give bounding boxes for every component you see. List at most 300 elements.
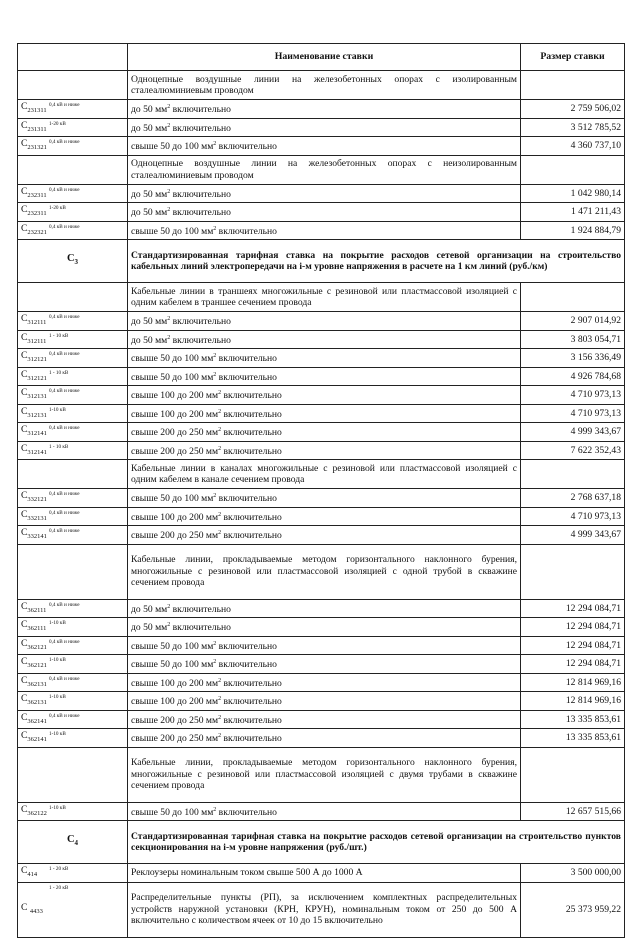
squared-mark: 2: [218, 677, 222, 684]
category-description: Одноцепные воздушные линии на железобетонных опорах с неизолированным сталеалюминиевым проводом: [128, 155, 521, 184]
rate-description: Реклоузеры номинальным током свыше 500 А до 1000 А: [128, 864, 521, 883]
rate-code: [18, 673, 128, 692]
range-suffix: включительно: [170, 603, 231, 615]
table-row: [18, 283, 625, 312]
range-suffix: включительно: [221, 733, 282, 744]
rate-code: [18, 655, 128, 674]
empty-code-cell: [18, 460, 128, 489]
section-range: свыше 200 до 250 мм: [131, 530, 219, 541]
rate-code: [18, 203, 128, 222]
rate-code: [18, 118, 128, 137]
table-row: [18, 155, 625, 184]
range-suffix: включительно: [170, 104, 231, 115]
rate-description: [128, 692, 521, 711]
rate-code: [18, 729, 128, 748]
rate-description: [128, 489, 521, 508]
squared-mark: 2: [167, 622, 171, 628]
rate-value: 12 294 084,71: [521, 618, 625, 637]
voltage-level: 1-10 кВ: [49, 804, 66, 811]
squared-mark: 2: [218, 427, 222, 433]
rate-value: 2 768 637,18: [521, 489, 625, 508]
section-range: до 50 мм: [131, 334, 168, 346]
rate-code-letter: C: [21, 619, 28, 630]
table-row: [18, 404, 625, 423]
voltage-level: 1 - 20 кВ: [49, 866, 69, 872]
rate-code: [18, 489, 128, 508]
table-row: [18, 118, 625, 137]
rate-code: [18, 618, 128, 637]
empty-value-cell: [521, 71, 625, 100]
table-row: [18, 460, 625, 489]
rate-code-index: 362141: [27, 736, 47, 743]
rate-code-letter: C: [21, 901, 30, 913]
squared-mark: 2: [213, 659, 217, 665]
rate-value: 4 710 973,13: [521, 386, 625, 405]
rate-description: [128, 203, 521, 222]
table-row: [18, 882, 625, 937]
table-row: [18, 821, 625, 864]
table-row: [18, 747, 625, 802]
rate-description: [128, 655, 521, 674]
rate-code-index: 231311: [27, 125, 47, 133]
table-row: [18, 636, 625, 655]
rate-code: [18, 137, 128, 156]
rate-code-index: 332141: [27, 533, 47, 540]
rate-value: 2 759 506,02: [521, 100, 625, 119]
voltage-level: 1 - 20 кВ: [49, 884, 69, 891]
section-range: свыше 100 до 200 мм: [131, 408, 219, 420]
rate-code-letter: C: [21, 637, 28, 649]
rate-code-index: 312121: [27, 374, 47, 382]
rate-code-letter: C: [21, 600, 28, 612]
squared-mark: 2: [213, 141, 217, 147]
section-range: до 50 мм: [131, 207, 168, 218]
range-suffix: включительно: [170, 207, 231, 218]
rate-description: [128, 386, 521, 405]
rate-code-letter: C: [21, 527, 28, 538]
rate-code: [18, 367, 128, 386]
voltage-level: 0,4 кВ и ниже: [49, 314, 80, 320]
squared-mark: 2: [213, 640, 217, 647]
table-row: [18, 423, 625, 442]
rate-code: [18, 526, 128, 545]
voltage-level: 1 - 10 кВ: [49, 443, 69, 450]
table-row: [18, 802, 625, 821]
rate-code-index: 4433: [29, 907, 43, 915]
empty-value-cell: [521, 544, 625, 599]
squared-mark: 2: [167, 207, 171, 213]
voltage-level: 1-10 кВ: [49, 694, 66, 700]
range-suffix: включительно: [170, 122, 231, 134]
rate-value: 1 471 211,43: [521, 203, 625, 222]
rate-code-letter: C: [21, 387, 28, 398]
table-row: [18, 184, 625, 203]
range-suffix: включительно: [216, 225, 277, 237]
table-row: [18, 137, 625, 156]
rate-code-letter: C: [21, 674, 28, 686]
rate-description: [128, 137, 521, 156]
voltage-level: 0,4 кВ и ниже: [49, 528, 80, 534]
table-row: [18, 526, 625, 545]
table-row: [18, 655, 625, 674]
table-row: [18, 386, 625, 405]
squared-mark: 2: [167, 603, 171, 610]
table-body: [18, 71, 625, 938]
rate-code: [18, 636, 128, 655]
rate-code: [18, 882, 128, 937]
range-suffix: включительно: [170, 188, 231, 200]
rate-description: [128, 367, 521, 386]
rate-code: [18, 330, 128, 349]
section-range: до 50 мм: [131, 122, 168, 134]
rate-code: [18, 441, 128, 460]
squared-mark: 2: [167, 334, 171, 341]
voltage-level: 1-10 кВ: [49, 731, 66, 737]
rate-code: [18, 599, 128, 618]
rate-code-index: 232311: [27, 210, 47, 217]
voltage-level: 0,4 кВ и ниже: [49, 509, 80, 516]
squared-mark: 2: [213, 225, 217, 232]
rate-value: 3 156 336,49: [521, 349, 625, 368]
rate-value: 12 814 969,16: [521, 692, 625, 711]
voltage-level: 0,4 кВ и ниже: [49, 601, 80, 608]
rate-code-letter: C: [21, 508, 28, 520]
section-range: свыше 50 до 100 мм: [131, 141, 214, 152]
section-range: свыше 200 до 250 мм: [131, 714, 219, 726]
section-range: до 50 мм: [131, 188, 168, 200]
rate-code-letter: C: [21, 204, 28, 215]
squared-mark: 2: [218, 445, 222, 452]
range-suffix: включительно: [221, 427, 282, 438]
range-suffix: включительно: [216, 371, 277, 383]
rate-code-index: 312141: [27, 448, 47, 456]
voltage-level: 0,4 кВ и ниже: [49, 638, 80, 645]
rate-value: 4 710 973,13: [521, 404, 625, 423]
rate-code: [18, 184, 128, 203]
rate-code: [18, 100, 128, 119]
rate-value: 12 814 969,16: [521, 673, 625, 692]
table-row: [18, 312, 625, 331]
section-title: Стандартизированная тарифная ставка на покрытие расходов сетевой организации на строительство пунктов секционирования на i-м уровне напряжения (руб./шт.): [128, 821, 625, 864]
squared-mark: 2: [218, 714, 222, 721]
category-description: Одноцепные воздушные линии на железобетонных опорах с изолированным сталеалюминиевым проводом: [128, 71, 521, 100]
section-range: свыше 50 до 100 мм: [131, 225, 214, 237]
voltage-level: 1-20 кВ: [49, 205, 66, 211]
empty-code-cell: [18, 71, 128, 100]
section-range: до 50 мм: [131, 622, 168, 633]
table-row: [18, 349, 625, 368]
squared-mark: 2: [213, 493, 217, 499]
range-suffix: включительно: [221, 511, 282, 523]
section-range: до 50 мм: [131, 104, 168, 115]
table-row: [18, 441, 625, 460]
range-suffix: включительно: [170, 622, 231, 633]
table-row: [18, 599, 625, 618]
squared-mark: 2: [213, 371, 217, 378]
range-suffix: включительно: [221, 696, 282, 707]
voltage-level: 0,4 кВ и ниже: [49, 186, 80, 193]
section-code: [18, 240, 128, 283]
rate-value: 3 803 054,71: [521, 330, 625, 349]
voltage-level: 1 - 10 кВ: [49, 369, 69, 376]
range-suffix: включительно: [170, 316, 231, 327]
table-row: [18, 864, 625, 883]
section-range: свыше 50 до 100 мм: [131, 806, 214, 818]
squared-mark: 2: [218, 696, 222, 702]
rate-description: [128, 184, 521, 203]
voltage-level: 0,4 кВ и ниже: [49, 491, 80, 497]
squared-mark: 2: [218, 733, 222, 739]
rate-description: [128, 118, 521, 137]
rate-value: 12 294 084,71: [521, 655, 625, 674]
voltage-level: 1-10 кВ: [49, 620, 66, 626]
rate-value: 4 926 784,68: [521, 367, 625, 386]
rate-code: [18, 864, 128, 883]
section-range: свыше 50 до 100 мм: [131, 353, 214, 364]
voltage-level: 0,4 кВ и ниже: [49, 102, 80, 108]
empty-code-cell: [18, 747, 128, 802]
rate-value: 12 657 515,66: [521, 802, 625, 821]
rate-code-letter: C: [21, 656, 28, 667]
rate-description: [128, 100, 521, 119]
section-range: свыше 50 до 100 мм: [131, 640, 214, 652]
voltage-level: 1-10 кВ: [49, 657, 66, 663]
section-range: свыше 100 до 200 мм: [131, 390, 219, 401]
section-code: [18, 821, 128, 864]
voltage-level: 0,4 кВ и ниже: [49, 223, 80, 230]
rate-code-index: 231321: [27, 144, 47, 151]
rate-code-letter: C: [21, 101, 28, 112]
rate-value: 4 999 343,67: [521, 526, 625, 545]
rate-value: 13 335 853,61: [521, 710, 625, 729]
section-range: свыше 200 до 250 мм: [131, 733, 219, 744]
rate-code-index: 362111: [27, 625, 47, 632]
table-row: [18, 710, 625, 729]
rate-code-index: 362111: [27, 606, 47, 614]
rate-code: [18, 692, 128, 711]
section-code-letter: C: [66, 834, 75, 846]
rate-description: [128, 526, 521, 545]
rate-code-letter: C: [21, 424, 28, 435]
voltage-level: 1 - 10 кВ: [49, 332, 69, 339]
section-range: свыше 50 до 100 мм: [131, 371, 214, 383]
range-suffix: включительно: [216, 493, 277, 504]
rate-value: 3 512 785,52: [521, 118, 625, 137]
squared-mark: 2: [167, 316, 171, 322]
squared-mark: 2: [213, 806, 217, 813]
rate-value: 13 335 853,61: [521, 729, 625, 748]
header-name: Наименование ставки: [128, 44, 521, 71]
squared-mark: 2: [218, 511, 222, 518]
rate-description: [128, 599, 521, 618]
rate-code-index: 362121: [27, 662, 47, 669]
table-row: [18, 221, 625, 240]
rate-code: [18, 221, 128, 240]
rate-code: [18, 423, 128, 442]
rate-code-letter: C: [21, 711, 28, 723]
voltage-level: 0,4 кВ и ниже: [49, 139, 80, 145]
table-row: [18, 71, 625, 100]
category-description: Кабельные линии в траншеях многожильные с резиновой или пластмассовой изоляцией с одним кабелем в траншее сечением провода: [128, 283, 521, 312]
section-range: до 50 мм: [131, 316, 168, 327]
section-range: свыше 100 до 200 мм: [131, 696, 219, 707]
rate-code-letter: C: [21, 865, 28, 876]
header-size: Размер ставки: [521, 44, 625, 71]
rate-code-index: 362121: [27, 643, 47, 651]
rates-table: [17, 43, 625, 938]
range-suffix: включительно: [221, 530, 282, 541]
rate-code-letter: C: [21, 119, 28, 131]
rate-code: [18, 507, 128, 526]
range-suffix: включительно: [221, 445, 282, 457]
category-description: Кабельные линии, прокладываемые методом горизонтального наклонного бурения, многожильные с резиновой или пластмассовой изоляцией с одной трубой в скважине сечением провода: [128, 544, 521, 599]
empty-code-cell: [18, 155, 128, 184]
table-row: [18, 618, 625, 637]
squared-mark: 2: [218, 530, 222, 536]
rate-value: 4 360 737,10: [521, 137, 625, 156]
voltage-level: 0,4 кВ и ниже: [49, 712, 80, 719]
header-empty-cell: [18, 44, 128, 71]
voltage-level: 0,4 кВ и ниже: [49, 675, 80, 682]
table-row: [18, 673, 625, 692]
rate-code-letter: C: [21, 405, 28, 417]
rate-description: [128, 673, 521, 692]
rate-code: [18, 386, 128, 405]
section-range: до 50 мм: [131, 603, 168, 615]
rate-value: 3 500 000,00: [521, 864, 625, 883]
rate-code-index: 312111: [27, 337, 47, 345]
empty-code-cell: [18, 544, 128, 599]
empty-value-cell: [521, 747, 625, 802]
voltage-level: 1-10 кВ: [49, 406, 66, 413]
rate-code-index: 312141: [27, 430, 47, 437]
rate-description: [128, 710, 521, 729]
rate-description: [128, 636, 521, 655]
rate-code-index: 231311: [27, 107, 47, 114]
rate-description: [128, 312, 521, 331]
voltage-level: 0,4 кВ и ниже: [49, 388, 80, 394]
table-row: [18, 100, 625, 119]
rate-code: [18, 710, 128, 729]
squared-mark: 2: [167, 188, 171, 195]
empty-value-cell: [521, 155, 625, 184]
range-suffix: включительно: [216, 806, 277, 818]
rate-value: 1 924 884,79: [521, 221, 625, 240]
rate-code-index: 362131: [27, 699, 47, 706]
range-suffix: включительно: [216, 640, 277, 652]
rate-code-index: 312111: [27, 319, 47, 326]
category-description: Кабельные линии, прокладываемые методом горизонтального наклонного бурения, многожильные с резиновой или пластмассовой изоляцией с двумя трубами в скважине сечением провода: [128, 747, 521, 802]
table-row: [18, 729, 625, 748]
rate-code-letter: C: [21, 368, 28, 380]
rate-code-index: 312121: [27, 356, 47, 363]
table-row: [18, 489, 625, 508]
rate-description: [128, 441, 521, 460]
section-title: Стандартизированная тарифная ставка на покрытие расходов сетевой организации на строительство кабельных линий электропередачи на i-м уровне напряжения в расчете на 1 км линий (руб./км): [128, 240, 625, 283]
rate-description: [128, 349, 521, 368]
rate-code-index: 232321: [27, 228, 47, 236]
rate-code-index: 232311: [27, 191, 47, 199]
rate-code-letter: C: [21, 331, 28, 343]
table-row: [18, 507, 625, 526]
rate-value: 25 373 959,22: [521, 882, 625, 937]
rate-code-letter: C: [21, 185, 28, 197]
rate-description: [128, 618, 521, 637]
voltage-level: 0,4 кВ и ниже: [49, 425, 80, 431]
rate-code: [18, 349, 128, 368]
table-row: [18, 544, 625, 599]
section-range: свыше 100 до 200 мм: [131, 511, 219, 523]
section-range: свыше 50 до 100 мм: [131, 493, 214, 504]
table-row: [18, 692, 625, 711]
rate-description: [128, 729, 521, 748]
rate-description: [128, 423, 521, 442]
rate-code-index: 332121: [27, 496, 47, 503]
range-suffix: включительно: [216, 659, 277, 670]
rate-value: 12 294 084,71: [521, 636, 625, 655]
squared-mark: 2: [167, 104, 171, 110]
rate-description: Распределительные пункты (РП), за исключением комплектных распределительных устройств наружной установки (КРН, КРУН), номинальным током от 250 до 500 А включительно с количеством ячеек от 10 до 15 включительно: [128, 882, 521, 937]
section-range: свыше 100 до 200 мм: [131, 677, 219, 689]
table-row: [18, 240, 625, 283]
rate-code-letter: C: [21, 350, 28, 361]
rate-value: 12 294 084,71: [521, 599, 625, 618]
rate-description: [128, 802, 521, 821]
rate-description: [128, 330, 521, 349]
squared-mark: 2: [167, 122, 171, 129]
rate-code-letter: C: [21, 693, 28, 704]
category-description: Кабельные линии в каналах многожильные с резиновой или пластмассовой изоляцией с одним кабелем в канале сечением провода: [128, 460, 521, 489]
rate-value: 2 907 014,92: [521, 312, 625, 331]
table-row: [18, 367, 625, 386]
section-code-index: 4: [74, 839, 79, 848]
rate-code: [18, 802, 128, 821]
empty-value-cell: [521, 460, 625, 489]
voltage-level: 0,4 кВ и ниже: [49, 351, 80, 357]
rate-code-index: 362122: [27, 809, 47, 817]
range-suffix: включительно: [170, 334, 231, 346]
rate-code: [18, 312, 128, 331]
range-suffix: включительно: [221, 714, 282, 726]
rate-code-letter: C: [21, 138, 28, 149]
squared-mark: 2: [218, 390, 222, 396]
rate-value: 7 622 352,43: [521, 441, 625, 460]
section-code-letter: C: [66, 253, 75, 265]
rate-value: 4 710 973,13: [521, 507, 625, 526]
rate-code-index: 312131: [27, 411, 47, 419]
rate-code-index: 414: [27, 871, 38, 878]
rate-code-letter: C: [21, 313, 28, 324]
voltage-level: 1-20 кВ: [49, 120, 66, 127]
range-suffix: включительно: [216, 353, 277, 364]
rate-code-index: 362141: [27, 717, 47, 725]
section-range: свыше 200 до 250 мм: [131, 445, 219, 457]
rate-description: [128, 507, 521, 526]
rate-code-index: 362131: [27, 680, 47, 688]
rate-code-letter: C: [21, 730, 28, 741]
table-row: [18, 330, 625, 349]
table-header-row: [18, 44, 625, 71]
rate-value: 1 042 980,14: [521, 184, 625, 203]
rate-code: [18, 404, 128, 423]
rate-description: [128, 221, 521, 240]
range-suffix: включительно: [216, 141, 277, 152]
range-suffix: включительно: [221, 677, 282, 689]
section-code-index: 3: [74, 258, 79, 267]
section-range: свыше 200 до 250 мм: [131, 427, 219, 438]
rate-value: 4 999 343,67: [521, 423, 625, 442]
section-range: свыше 50 до 100 мм: [131, 659, 214, 670]
